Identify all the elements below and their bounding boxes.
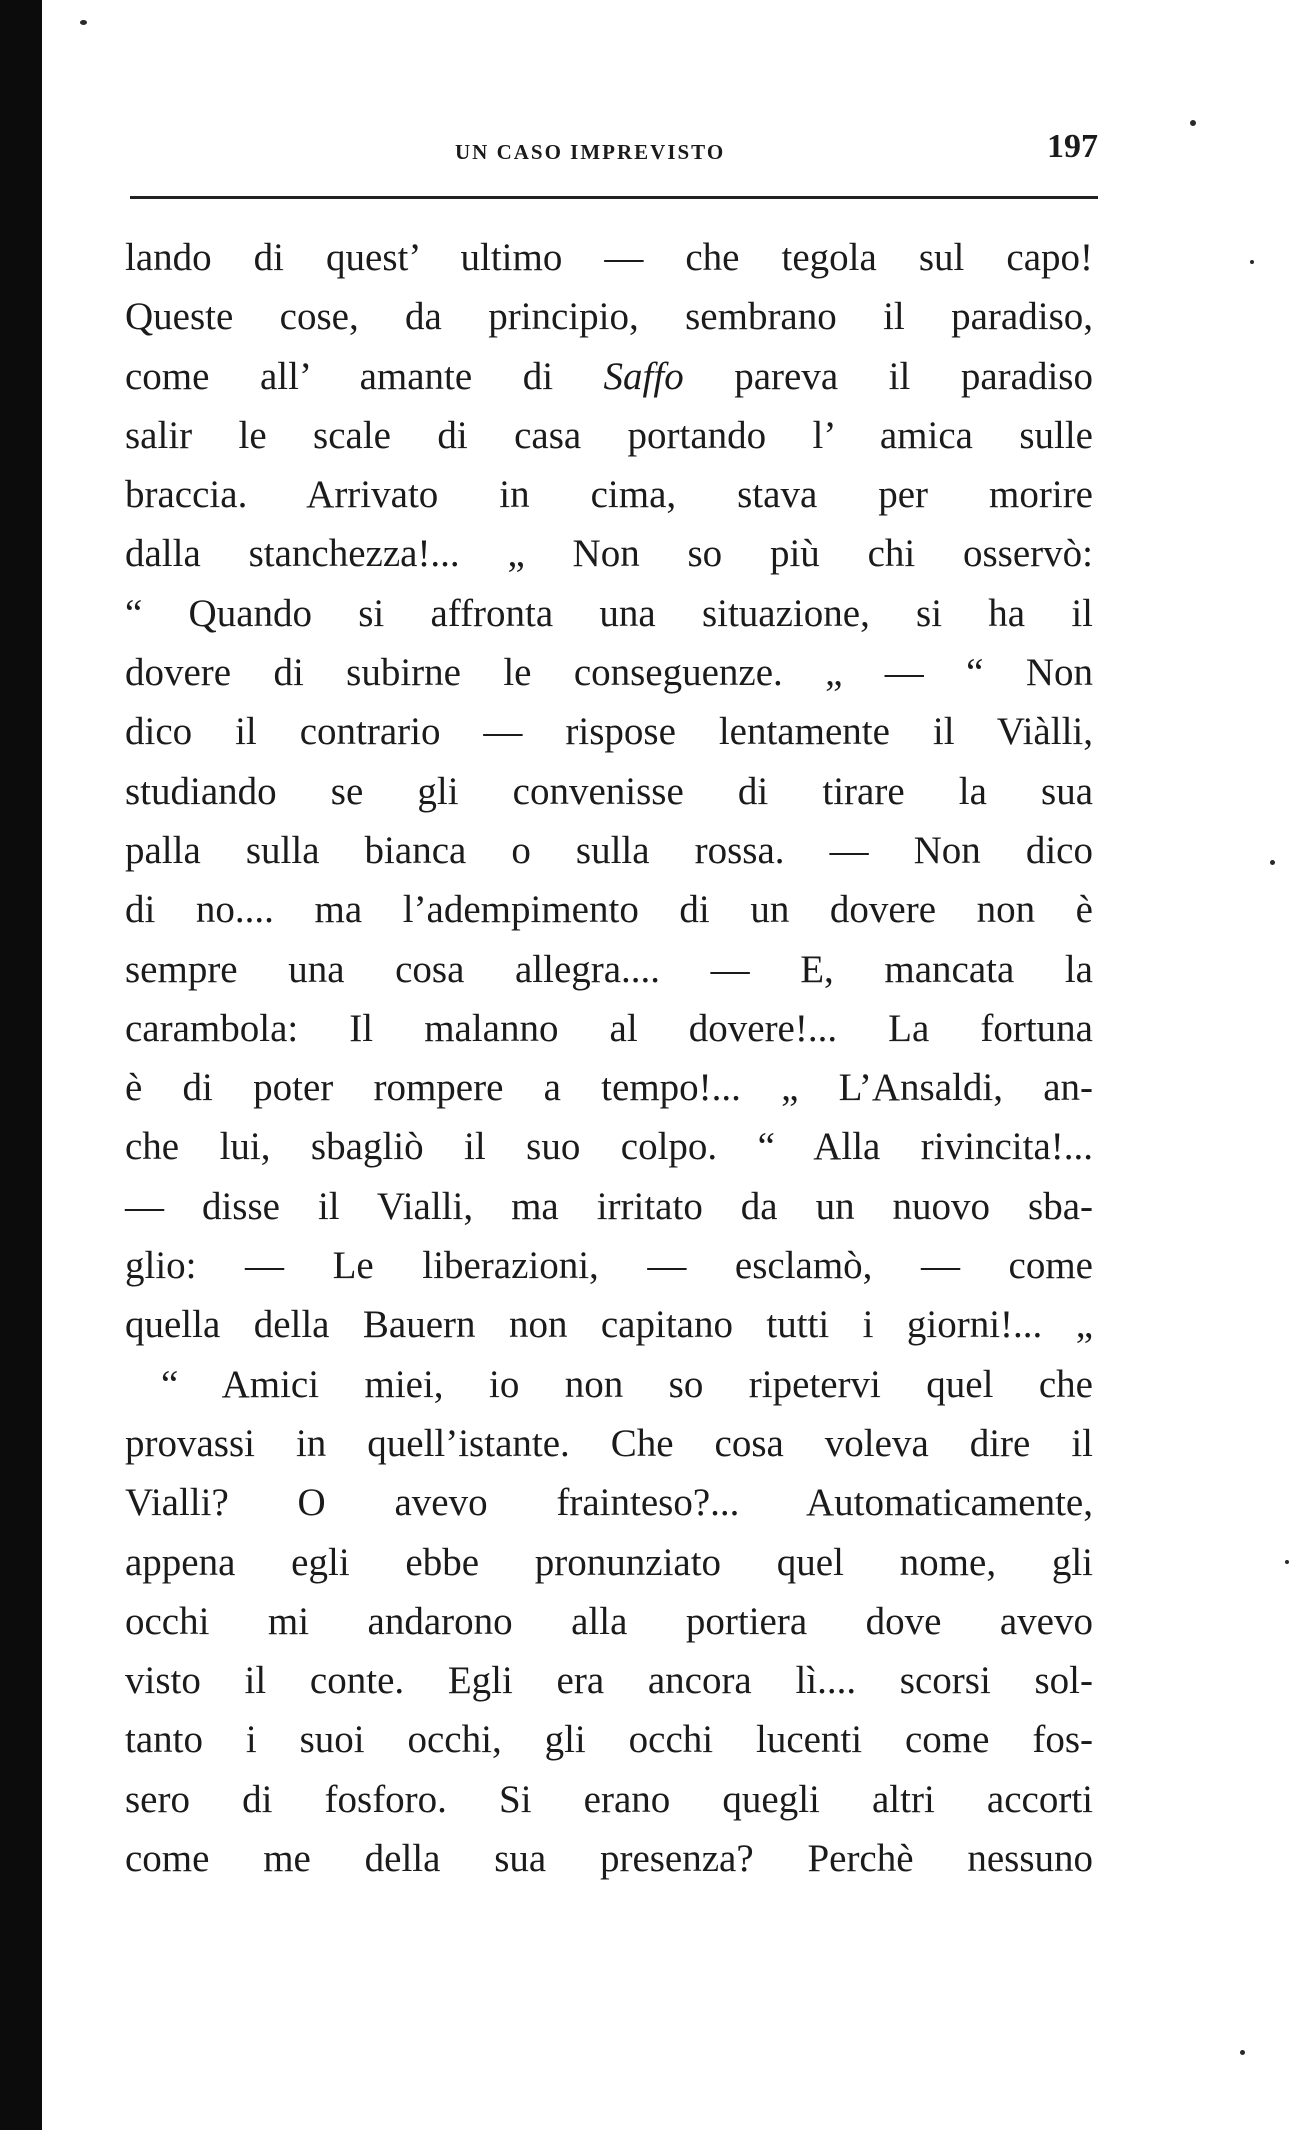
scan-speck	[1240, 2050, 1245, 2055]
scan-speck	[80, 20, 87, 25]
text-line: dovere di subirne le conseguenze. „ — “ Non	[125, 651, 1093, 695]
text-line: che lui, sbagliò il suo colpo. “ Alla rivincita!...	[125, 1125, 1093, 1169]
text-line: Queste cose, da principio, sembrano il paradiso,	[125, 295, 1093, 339]
text-line: Vialli? O avevo frainteso?... Automaticamente,	[125, 1481, 1093, 1525]
scan-speck	[1250, 260, 1254, 264]
text-line: sempre una cosa allegra.... — E, mancata la	[125, 947, 1093, 991]
text-line: è di poter rompere a tempo!... „ L’Ansaldi, an-	[125, 1066, 1093, 1110]
text-line: “ Amici miei, io non so ripetervi quel che	[161, 1362, 1093, 1406]
text-line: appena egli ebbe pronunziato quel nome, gli	[125, 1540, 1093, 1584]
text-line: di no.... ma l’adempimento di un dovere non è	[125, 888, 1093, 932]
book-binding-edge	[0, 0, 42, 2130]
text-line: sero di fosforo. Si erano quegli altri accorti	[125, 1777, 1093, 1821]
page-header	[130, 128, 1098, 178]
text-line: come me della sua presenza? Perchè nessuno	[125, 1837, 1093, 1881]
text-line: dalla stanchezza!... „ Non so più chi osservò:	[125, 532, 1093, 576]
text-line	[125, 347, 1093, 406]
header-rule	[130, 196, 1098, 199]
scan-speck	[1285, 1560, 1289, 1564]
text-line: quella della Bauern non capitano tutti i giorni!... „	[125, 1303, 1093, 1347]
text-line: occhi mi andarono alla portiera dove avevo	[125, 1599, 1093, 1643]
text-line: carambola: Il malanno al dovere!... La fortuna	[125, 1006, 1093, 1050]
text-line: dico il contrario — rispose lentamente il Viàlli,	[125, 710, 1093, 754]
text-line: studiando se gli convenisse di tirare la sua	[125, 769, 1093, 813]
text-line: glio: — Le liberazioni, — esclamò, — come	[125, 1244, 1093, 1288]
text-line: braccia. Arrivato in cima, stava per morire	[125, 473, 1093, 517]
text-line: “ Quando si affronta una situazione, si ha il	[125, 591, 1093, 635]
text-line: salir le scale di casa portando l’ amica sulle	[125, 413, 1093, 457]
scan-speck	[1270, 860, 1275, 865]
page-number: 197	[1047, 128, 1098, 165]
text-line: tanto i suoi occhi, gli occhi lucenti come fos-	[125, 1718, 1093, 1762]
text-segment: pareva il paradiso	[683, 354, 1093, 398]
text-line: provassi in quell’istante. Che cosa voleva dire il	[125, 1421, 1093, 1465]
text-segment: come all’ amante di	[125, 354, 604, 398]
body-text	[125, 228, 1093, 1888]
text-line: palla sulla bianca o sulla rossa. — Non dico	[125, 828, 1093, 872]
scan-speck	[1190, 120, 1196, 126]
text-line: — disse il Vialli, ma irritato da un nuovo sba-	[125, 1184, 1093, 1228]
italic-name: Saffo	[603, 354, 684, 398]
text-line: visto il conte. Egli era ancora lì.... scorsi sol-	[125, 1659, 1093, 1703]
running-title: UN CASO IMPREVISTO	[455, 140, 726, 164]
text-line: lando di quest’ ultimo — che tegola sul capo!	[125, 236, 1093, 279]
